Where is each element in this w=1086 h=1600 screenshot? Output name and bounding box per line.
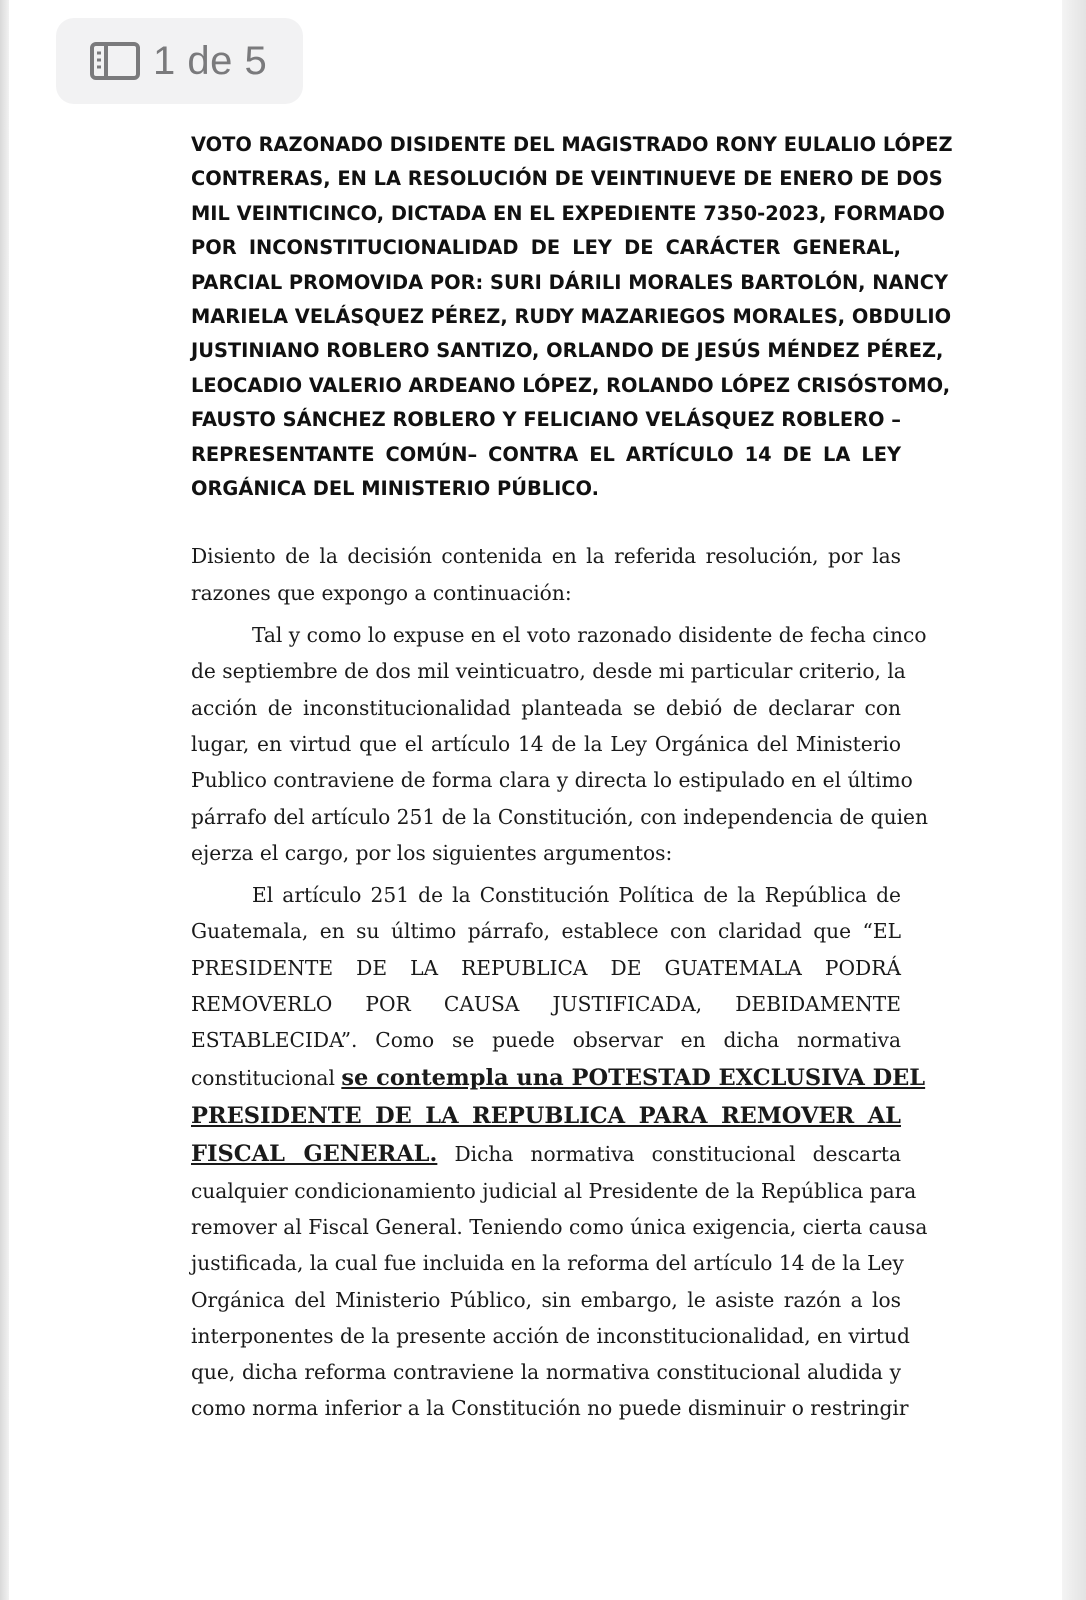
line-prefix: constitucional (191, 1065, 342, 1090)
heading-line: POR INCONSTITUCIONALIDAD DE LEY DE CARÁCTER GENERAL, (191, 236, 901, 260)
paragraph-line: cualquier condicionamiento judicial al Presidente de la República para (191, 1178, 917, 1203)
paragraph-line: de septiembre de dos mil veinticuatro, desde mi particular criterio, la (191, 659, 906, 684)
paragraph-line (191, 1097, 901, 1135)
paragraph-line: Orgánica del Ministerio Público, sin embargo, le asiste razón a los (191, 1287, 901, 1312)
paragraph-line: Tal y como lo expuse en el voto razonado disidente de fecha cinco (252, 623, 927, 648)
emphasis-text: PRESIDENTE DE LA REPUBLICA PARA REMOVER AL (191, 1102, 901, 1129)
paragraph-line: El artículo 251 de la Constitución Política de la República de (252, 883, 901, 908)
paragraph-line: ESTABLECIDA”. Como se puede observar en dicha normativa (191, 1028, 901, 1053)
document-heading (191, 128, 953, 506)
paragraph-line: interponentes de la presente acción de inconstitucionalidad, en virtud (191, 1323, 910, 1348)
paragraph-intro (191, 538, 901, 611)
paragraph-line: Publico contraviene de forma clara y directa lo estipulado en el último (191, 768, 913, 793)
document-body (191, 128, 953, 1427)
paragraph-line: como norma inferior a la Constitución no puede disminuir o restringir (191, 1396, 909, 1421)
heading-line: JUSTINIANO ROBLERO SANTIZO, ORLANDO DE JESÚS MÉNDEZ PÉREZ, (191, 339, 944, 363)
emphasis-text: FISCAL GENERAL. (191, 1140, 438, 1167)
paragraph-line: justificada, la cual fue incluida en la reforma del artículo 14 de la Ley (191, 1251, 904, 1276)
heading-line: MARIELA VELÁSQUEZ PÉREZ, RUDY MAZARIEGOS MORALES, OBDULIO (191, 305, 952, 329)
paragraph-article-251 (191, 877, 928, 1427)
heading-line: ORGÁNICA DEL MINISTERIO PÚBLICO. (191, 477, 599, 501)
paragraph-line: ejerza el cargo, por los siguientes argumentos: (191, 840, 673, 865)
heading-line: REPRESENTANTE COMÚN– CONTRA EL ARTÍCULO 14 DE LA LEY (191, 442, 901, 466)
heading-line: LEOCADIO VALERIO ARDEANO LÓPEZ, ROLANDO LÓPEZ CRISÓSTOMO, (191, 373, 951, 397)
paragraph-line (191, 1135, 901, 1173)
paragraph-line: Guatemala, en su último párrafo, establece con claridad que “EL (191, 919, 901, 944)
heading-line: FAUSTO SÁNCHEZ ROBLERO Y FELICIANO VELÁSQUEZ ROBLERO – (191, 408, 901, 432)
paragraph-line: PRESIDENTE DE LA REPUBLICA DE GUATEMALA PODRÁ (191, 955, 901, 980)
heading-line: CONTRERAS, EN LA RESOLUCIÓN DE VEINTINUEVE DE ENERO DE DOS (191, 167, 943, 191)
sidebar-icon[interactable] (89, 41, 141, 81)
paragraph-line: acción de inconstitucionalidad planteada se debió de declarar con (191, 695, 901, 720)
heading-line: VOTO RAZONADO DISIDENTE DEL MAGISTRADO RONY EULALIO LÓPEZ (191, 133, 953, 156)
paragraph-prior-vote (191, 617, 928, 871)
paragraph-line: que, dicha reforma contraviene la normativa constitucional aludida y (191, 1360, 901, 1385)
paragraph-line: Disiento de la decisión contenida en la referida resolución, por las (191, 544, 901, 569)
heading-line: MIL VEINTICINCO, DICTADA EN EL EXPEDIENTE 7350-2023, FORMADO (191, 201, 945, 225)
page-counter-badge[interactable] (56, 18, 303, 104)
paragraph-line: remover al Fiscal General. Teniendo como única exigencia, cierta causa (191, 1214, 928, 1239)
line-suffix: Dicha normativa constitucional descarta (437, 1141, 901, 1166)
page-left-edge (0, 0, 9, 1600)
page-right-edge (1062, 0, 1086, 1600)
paragraph-line: razones que expongo a continuación: (191, 580, 572, 605)
emphasis-text: se contempla una POTESTAD EXCLUSIVA DEL (341, 1064, 926, 1091)
paragraph-line (191, 1059, 926, 1097)
page-counter-label: 1 de 5 (153, 38, 268, 83)
paragraph-line: lugar, en virtud que el artículo 14 de la Ley Orgánica del Ministerio (191, 731, 901, 756)
paragraph-line: REMOVERLO POR CAUSA JUSTIFICADA, DEBIDAMENTE (191, 992, 901, 1017)
paragraph-line: párrafo del artículo 251 de la Constitución, con independencia de quien (191, 804, 928, 829)
heading-line: PARCIAL PROMOVIDA POR: SURI DÁRILI MORALES BARTOLÓN, NANCY (191, 270, 949, 294)
